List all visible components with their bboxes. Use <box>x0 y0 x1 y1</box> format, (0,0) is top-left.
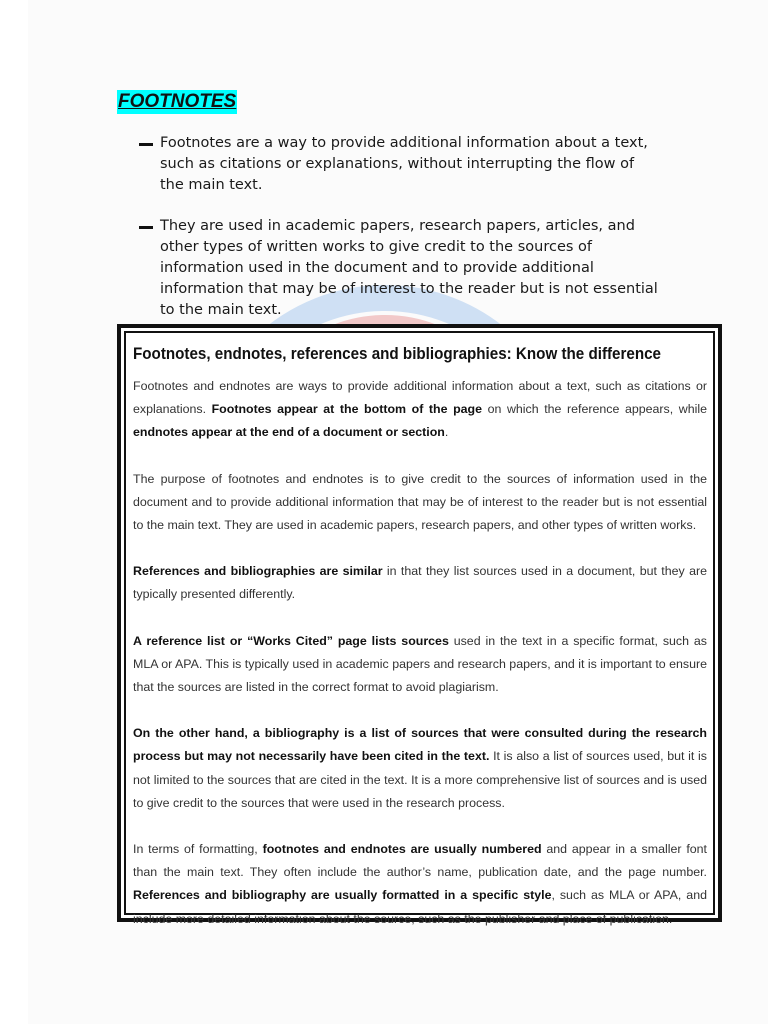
snapshot-paragraph <box>133 722 707 815</box>
snapshot-paragraph <box>133 838 707 931</box>
text-run: Footnotes and endnotes are ways to provide additional information about a text, such as citations or explanations. <box>133 379 707 417</box>
bold-text-run: endnotes appear at the end of a document or section <box>133 425 445 440</box>
snapshot-paragraph <box>133 375 707 445</box>
bullet-text: They are used in academic papers, research papers, articles, and other types of written works to give credit to the sources of information used in the document and to provide additional information that may be of interest to the reader but is not essential to the main text. <box>160 218 658 318</box>
snapshot-paragraph <box>133 468 707 538</box>
page-heading: FOOTNOTES <box>118 91 237 112</box>
text-run: In terms of formatting, <box>133 842 263 857</box>
bold-text-run: A reference list or “Works Cited” page lists sources <box>133 633 449 648</box>
bullet-item <box>139 216 659 321</box>
text-run: on which the reference appears, while <box>482 402 707 417</box>
snapshot-paragraph <box>133 630 707 700</box>
snapshot-paragraph <box>133 560 707 606</box>
embedded-snapshot <box>117 324 722 926</box>
text-run: The purpose of footnotes and endnotes is to give credit to the sources of information used in the document and to provide additional information that may be of interest to the reader but is not essential to the main text. They are used in academic papers, research papers, and other types of written works. <box>133 471 707 533</box>
bullet-item <box>139 133 659 196</box>
snapshot-frame <box>124 331 715 926</box>
bold-text-run: On the other hand, a bibliography is a list of sources that were consulted during the research process but may not necessarily have been cited in the text. <box>133 726 707 764</box>
bold-text-run: References and bibliographies are similar <box>133 564 383 579</box>
text-run: . <box>444 425 449 440</box>
bold-text-run: footnotes and endnotes are usually numbered <box>262 842 542 857</box>
dash-bullet-icon <box>139 226 153 229</box>
bold-text-run: Footnotes appear at the bottom of the page <box>211 402 482 417</box>
snapshot-title: Footnotes, endnotes, references and bibliographies: Know the difference <box>133 345 662 363</box>
bullet-text: Footnotes are a way to provide additional information about a text, such as citations or explanations, without interrupting the flow of the main text. <box>160 135 648 193</box>
text-run: and appear in a smaller font than the main text. They often include the author’s name, publication date, and the page number. <box>133 842 707 880</box>
snapshot-body <box>133 375 707 931</box>
bold-text-run: References and bibliography are usually formatted in a specific style <box>133 888 552 903</box>
text-run: It is also a list of sources used, but it is not limited to the sources that are cited in the text. It is a more comprehensive list of sources and is used to give credit to the sources that were used in the research process. <box>133 749 707 810</box>
text-run: used in the text in a specific format, such as MLA or APA. This is typically used in academic papers and research papers, and it is important to ensure that the sources are listed in the correct format to avoid plagiarism. <box>133 633 707 695</box>
text-run: , such as MLA or APA, and include more detailed information about the source, such as the publisher and place of publication. <box>133 888 707 926</box>
bullet-list <box>139 133 659 341</box>
dash-bullet-icon <box>139 143 153 146</box>
text-run: in that they list sources used in a document, but they are typically presented differently. <box>133 564 708 602</box>
